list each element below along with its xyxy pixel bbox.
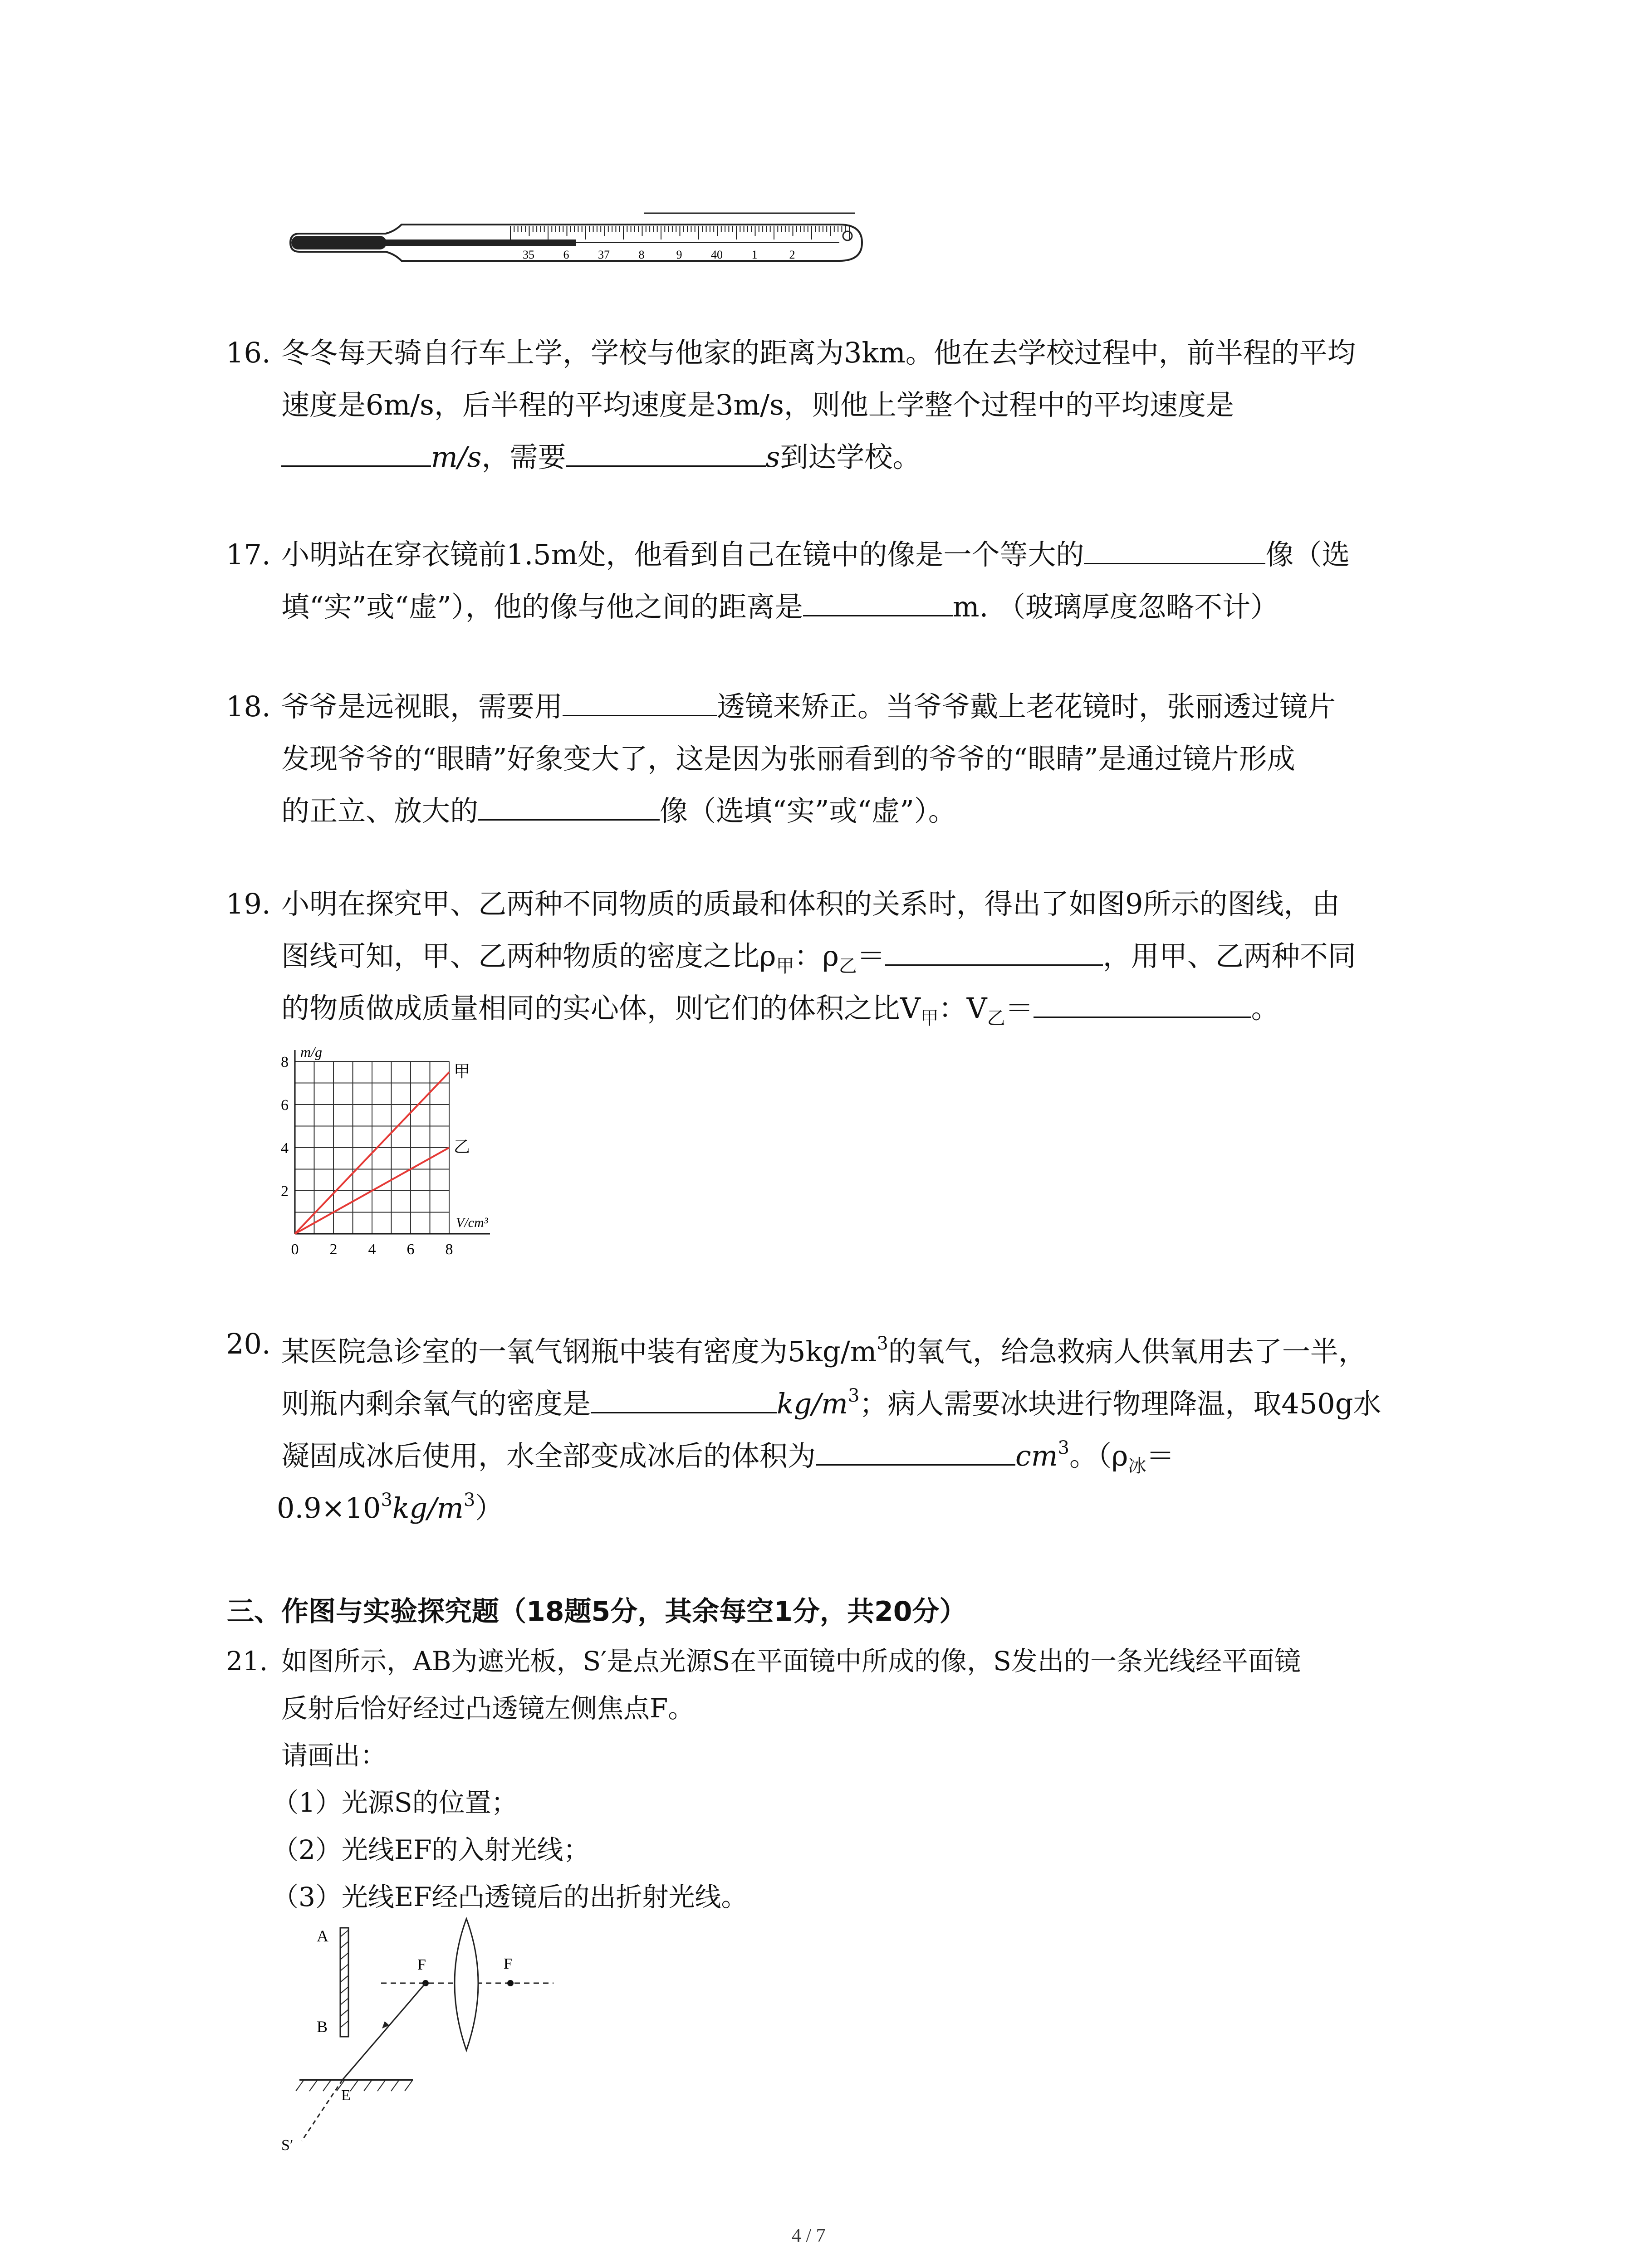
answer-blank[interactable] [803, 583, 953, 616]
question-21 [227, 1637, 1452, 1910]
question-20 [227, 1318, 1452, 1531]
q20-line4 [277, 1474, 503, 1534]
question-number: 19. [226, 887, 271, 920]
x-tick-label: 6 [407, 1241, 415, 1258]
q19-line3 [281, 982, 1279, 1045]
q21-line2: 反射后恰好经过凸透镜左侧焦点F。 [281, 1693, 695, 1724]
x-tick-label: 8 [445, 1241, 453, 1258]
density-chart [272, 1043, 544, 1261]
q19-sub-jia-2: 甲 [920, 1008, 939, 1029]
y-tick-label: 8 [281, 1054, 289, 1070]
q16-line1: 冬冬每天骑自行车上学，学校与他家的距离为3km。他在去学校过程中，前半程的平均 [281, 336, 1356, 369]
section-heading: 三、作图与实验探究题（18题5分，其余每空1分，共20分） [227, 1596, 967, 1628]
q19-end: 。 [1251, 992, 1279, 1025]
question-number: 18. [226, 690, 271, 723]
question-18 [227, 680, 1452, 844]
q18-line1 [281, 680, 1336, 733]
label-s-prime: S′ [281, 2137, 294, 2154]
question-number: 21. [226, 1646, 268, 1677]
q19-colon: ：ρ [794, 939, 839, 973]
q19-text-a: 图线可知，甲、乙两种物质的密度之比ρ [281, 939, 776, 973]
q16-line2: 速度是6m/s，后半程的平均速度是3m/s，则他上学整个过程中的平均速度是 [281, 388, 1234, 421]
optics-diagram [263, 1910, 590, 2164]
thermo-label-37: 37 [598, 248, 610, 261]
thermometer-figure [281, 200, 871, 272]
thermo-label-35: 35 [523, 248, 534, 261]
answer-blank[interactable] [1084, 531, 1265, 564]
q20-sup: 3 [1058, 1437, 1069, 1458]
question-number: 17. [226, 538, 271, 571]
q19-text-b: ，用甲、乙两种不同 [1102, 939, 1356, 973]
q18-text-a: 爷爷是远视眼，需要用 [281, 690, 563, 723]
q20-line1 [281, 1318, 1367, 1378]
series-label: 乙 [454, 1138, 470, 1156]
shield-board [340, 1928, 348, 2037]
x-axis-label: V/cm³ [456, 1215, 488, 1230]
answer-blank[interactable] [816, 1432, 1015, 1466]
q19-sub-jia: 甲 [776, 956, 794, 977]
q20-sup: 3 [877, 1333, 888, 1354]
q21-item3: （3）光线EF经凸透镜后的出折射光线。 [272, 1882, 748, 1912]
q21-line3: 请画出： [281, 1740, 387, 1771]
q16-end: 到达学校。 [780, 440, 921, 474]
q20-sup: 3 [847, 1385, 860, 1406]
q18-text-d: 像（选填“实”或“虚”）。 [660, 794, 956, 827]
q19-eq: ＝ [857, 939, 885, 973]
q20-text-g: ＝ [1146, 1439, 1175, 1472]
q20-unit-c: kg/m [392, 1491, 464, 1525]
virtual-ray [302, 2080, 343, 2141]
q17-line1 [281, 528, 1350, 581]
q17-line2 [281, 581, 1279, 633]
answer-blank[interactable] [1034, 985, 1251, 1018]
q20-sup: 3 [463, 1490, 475, 1510]
q18-text-c: 的正立、放大的 [281, 794, 479, 827]
series-label: 甲 [454, 1062, 470, 1080]
q20-line2 [281, 1370, 1381, 1430]
q17-text-a: 小明站在穿衣镜前1.5m处，他看到自己在镜中的像是一个等大的 [281, 538, 1084, 571]
q16-unit-time: s [765, 440, 780, 474]
q19-colon-2: ：V [938, 992, 987, 1025]
q20-text-d: ；病人需要冰块进行物理降温，取450g水 [859, 1387, 1381, 1420]
q20-text-f: 。（ρ [1069, 1439, 1128, 1472]
page-number: 4 / 7 [792, 2225, 826, 2246]
q20-text-e: 凝固成冰后使用，水全部变成冰后的体积为 [281, 1439, 816, 1472]
convex-lens [455, 1919, 478, 2050]
answer-blank[interactable] [281, 434, 431, 467]
label-f-right: F [504, 1955, 512, 1972]
question-19 [227, 878, 1452, 1041]
q21-line1: 如图所示，AB为遮光板，S′是点光源S在平面镜中所成的像，S发出的一条光线经平面镜 [281, 1646, 1301, 1677]
q20-text-b: 的氧气，给急救病人供氧用去了一半， [888, 1335, 1367, 1368]
thermo-label-38: 8 [638, 248, 645, 261]
thermo-label-39: 9 [676, 248, 682, 261]
q17-text-d: m. （玻璃厚度忽略不计） [952, 590, 1279, 623]
label-e: E [341, 2087, 351, 2104]
q18-text-b: 透镜来矫正。当爷爷戴上老花镜时，张丽透过镜片 [717, 690, 1336, 723]
q20-text-a: 某医院急诊室的一氧气钢瓶中装有密度为5kg/m [281, 1335, 877, 1368]
y-tick-label: 6 [281, 1097, 289, 1114]
q21-item2: （2）光线EF的入射光线； [272, 1834, 590, 1865]
question-number: 16. [226, 336, 271, 369]
question-number: 20. [226, 1327, 271, 1360]
y-tick-label: 2 [281, 1183, 289, 1200]
answer-blank[interactable] [566, 434, 766, 467]
q20-sup: 3 [381, 1490, 392, 1510]
q19-sub-yi-2: 乙 [987, 1008, 1005, 1029]
ray-ef [343, 1983, 426, 2080]
x-tick-label: 4 [368, 1241, 376, 1258]
x-tick-label: 2 [329, 1241, 338, 1258]
q20-text-h: 0.9×10 [277, 1491, 381, 1525]
y-tick-label: 4 [281, 1140, 289, 1157]
q19-line1: 小明在探究甲、乙两种不同物质的质最和体积的关系时，得出了如图9所示的图线，由 [281, 887, 1340, 920]
q21-item1: （1）光源S的位置； [272, 1787, 518, 1818]
y-axis-label: m/g [300, 1044, 322, 1060]
q20-unit-b: cm [1015, 1439, 1058, 1472]
answer-blank[interactable] [591, 1380, 777, 1413]
q19-sub-yi: 乙 [838, 956, 857, 977]
answer-blank[interactable] [478, 787, 660, 821]
label-b: B [317, 2018, 328, 2036]
q20-unit-a: kg/m [777, 1387, 848, 1420]
q18-line2: 发现爷爷的“眼睛”好象变大了，这是因为张丽看到的爷爷的“眼睛”是通过镜片形成 [281, 742, 1295, 775]
answer-blank[interactable] [563, 683, 717, 716]
label-a: A [317, 1927, 328, 1945]
q17-text-c: 填“实”或“虚”），他的像与他之间的距离是 [281, 590, 803, 623]
question-16 [227, 327, 1452, 490]
q19-text-c: 的物质做成质量相同的实心体，则它们的体积之比V [281, 992, 921, 1025]
focal-point-right [507, 1980, 514, 1986]
q16-mid: ，需要 [481, 440, 566, 474]
answer-blank[interactable] [885, 933, 1103, 966]
q17-text-b: 像（选 [1265, 538, 1350, 571]
q16-line3 [281, 431, 921, 483]
thermo-label-40: 40 [711, 248, 723, 261]
q20-text-i: ） [475, 1491, 504, 1525]
q19-eq-2: ＝ [1005, 992, 1034, 1025]
q20-text-c: 则瓶内剩余氧气的密度是 [281, 1387, 591, 1420]
thermo-label-42: 2 [789, 248, 795, 261]
q18-line3 [281, 785, 956, 837]
label-f-left: F [417, 1956, 426, 1973]
x-tick-label: 0 [291, 1241, 299, 1258]
thermo-label-41: 1 [751, 248, 758, 261]
question-17 [227, 528, 1452, 637]
thermo-label-36: 6 [563, 248, 569, 261]
q20-sub-ice: 冰 [1128, 1456, 1146, 1476]
q16-unit-speed: m/s [431, 440, 482, 474]
